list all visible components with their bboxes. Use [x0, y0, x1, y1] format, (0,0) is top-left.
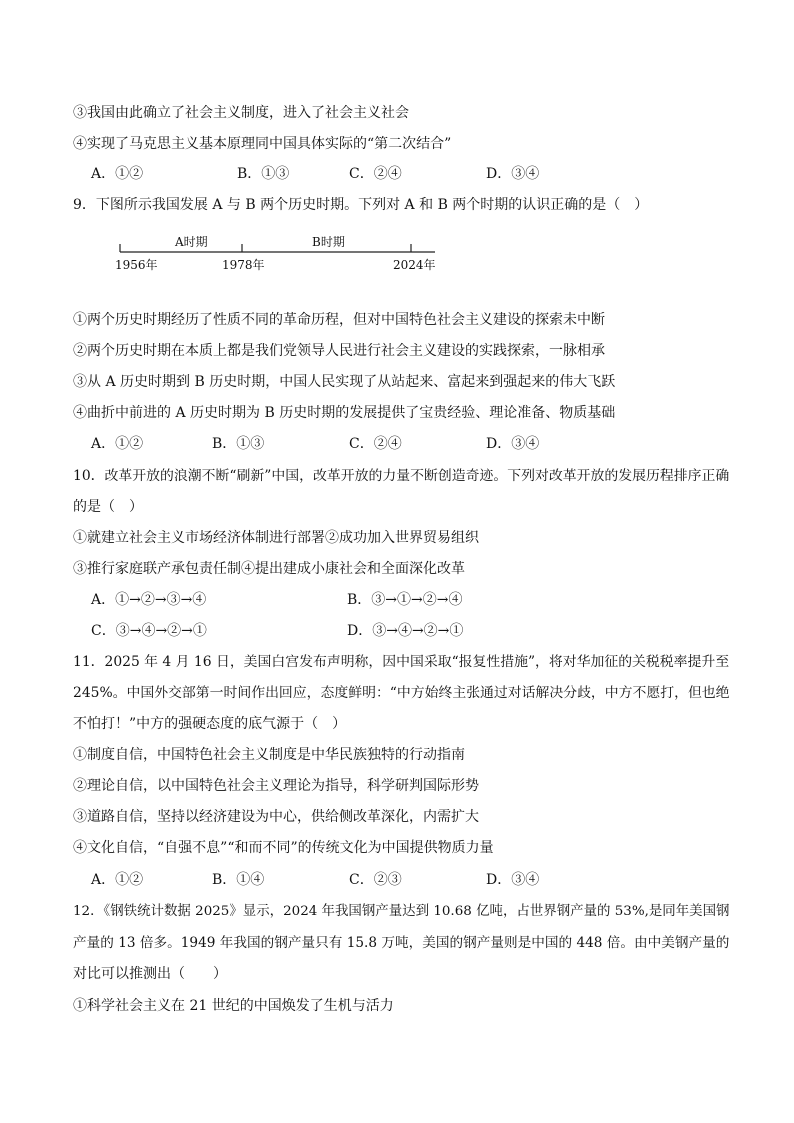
q8-item-3: ③我国由此确立了社会主义制度，进入了社会主义社会	[73, 105, 409, 121]
q10-items-line-2: ③推行家庭联产承包责任制④提出建成小康社会和全面深化改革	[73, 561, 465, 577]
q11-item-4: ④文化自信，“自强不息”“和而不同”的传统文化为中国提供物质力量	[73, 840, 494, 856]
q9-option-d[interactable]: D．③④	[486, 436, 540, 452]
timeline-year-mid: 1978年	[222, 258, 265, 272]
q10-items-line-1: ①就建立社会主义市场经济体制进行部署②成功加入世界贸易组织	[73, 530, 479, 546]
q11-option-b[interactable]: B．①④	[212, 872, 265, 888]
q8-option-a[interactable]: A．①②	[91, 166, 144, 182]
q11-stem-line-2: 245%。中国外交部第一时间作出回应，态度鲜明：“中方始终主张通过对话解决分歧，中方不愿打，但也绝	[73, 685, 730, 701]
q11-item-3: ③道路自信，坚持以经济建设为中心，供给侧改革深化，内需扩大	[73, 809, 479, 825]
q10-option-a[interactable]: A．①→②→③→④	[91, 592, 207, 608]
q8-option-c[interactable]: C．②④	[349, 166, 402, 182]
q9-item-2: ②两个历史时期在本质上都是我们党领导人民进行社会主义建设的实践探索，一脉相承	[73, 343, 605, 359]
q10-option-d[interactable]: D．③→④→②→①	[347, 623, 464, 639]
q9-timeline-figure	[105, 230, 450, 275]
timeline-year-end: 2024年	[393, 258, 436, 272]
q10-option-c[interactable]: C．③→④→②→①	[91, 623, 207, 639]
q9-option-c[interactable]: C．②④	[349, 436, 402, 452]
timeline-year-start: 1956年	[115, 258, 158, 272]
q11-option-a[interactable]: A．①②	[91, 872, 144, 888]
q11-item-2: ②理论自信，以中国特色社会主义理论为指导，科学研判国际形势	[73, 778, 479, 794]
q9-item-3: ③从 A 历史时期到 B 历史时期，中国人民实现了从站起来、富起来到强起来的伟大飞跃	[73, 374, 616, 390]
q9-option-a[interactable]: A．①②	[91, 436, 144, 452]
q8-item-4: ④实现了马克思主义基本原理同中国具体实际的“第二次结合”	[73, 136, 452, 152]
q8-option-d[interactable]: D．③④	[486, 166, 540, 182]
timeline-label-period-a: A时期	[175, 235, 208, 249]
q10-option-b[interactable]: B．③→①→②→④	[347, 592, 463, 608]
q12-stem-line-2: 产量的 13 倍多。1949 年我国的钢产量只有 15.8 万吨，美国的钢产量则是中国的 448 倍。由中美钢产量的	[73, 935, 730, 951]
q10-stem-line-1: 10．改革开放的浪潮不断“刷新”中国，改革开放的力量不断创造奇迹。下列对改革开放的发展历程排序正确	[73, 468, 730, 484]
q9-item-1: ①两个历史时期经历了性质不同的革命历程，但对中国特色社会主义建设的探索未中断	[73, 312, 605, 328]
q12-stem-line-1: 12．《钢铁统计数据 2025》显示，2024 年我国钢产量达到 10.68 亿吨，占世界钢产量的 53%,是同年美国钢	[73, 904, 730, 919]
q9-item-4: ④曲折中前进的 A 历史时期为 B 历史时期的发展提供了宝贵经验、理论准备、物质基础	[73, 405, 616, 421]
q11-option-c[interactable]: C．②③	[349, 872, 402, 888]
q8-option-b[interactable]: B．①③	[237, 166, 290, 182]
q9-option-b[interactable]: B．①③	[212, 436, 265, 452]
q11-stem-line-3: 不怕打！”中方的强硬态度的底气源于（ ）	[73, 716, 347, 732]
q11-option-d[interactable]: D．③④	[486, 872, 540, 888]
timeline-label-period-b: B时期	[312, 235, 345, 249]
q12-item-1: ①科学社会主义在 21 世纪的中国焕发了生机与活力	[73, 998, 394, 1014]
q9-stem: 9．下图所示我国发展 A 与 B 两个历史时期。下列对 A 和 B 两个时期的认识正确的是（ ）	[73, 197, 649, 213]
q11-stem-line-1: 11．2025 年 4 月 16 日，美国白宫发布声明称，因中国采取“报复性措施”，将对华加征的关税税率提升至	[73, 654, 730, 670]
q12-stem-line-3: 对比可以推测出（ ）	[73, 966, 227, 982]
q10-stem-line-2: 的是（ ）	[73, 499, 143, 515]
q11-item-1: ①制度自信，中国特色社会主义制度是中华民族独特的行动指南	[73, 747, 465, 763]
